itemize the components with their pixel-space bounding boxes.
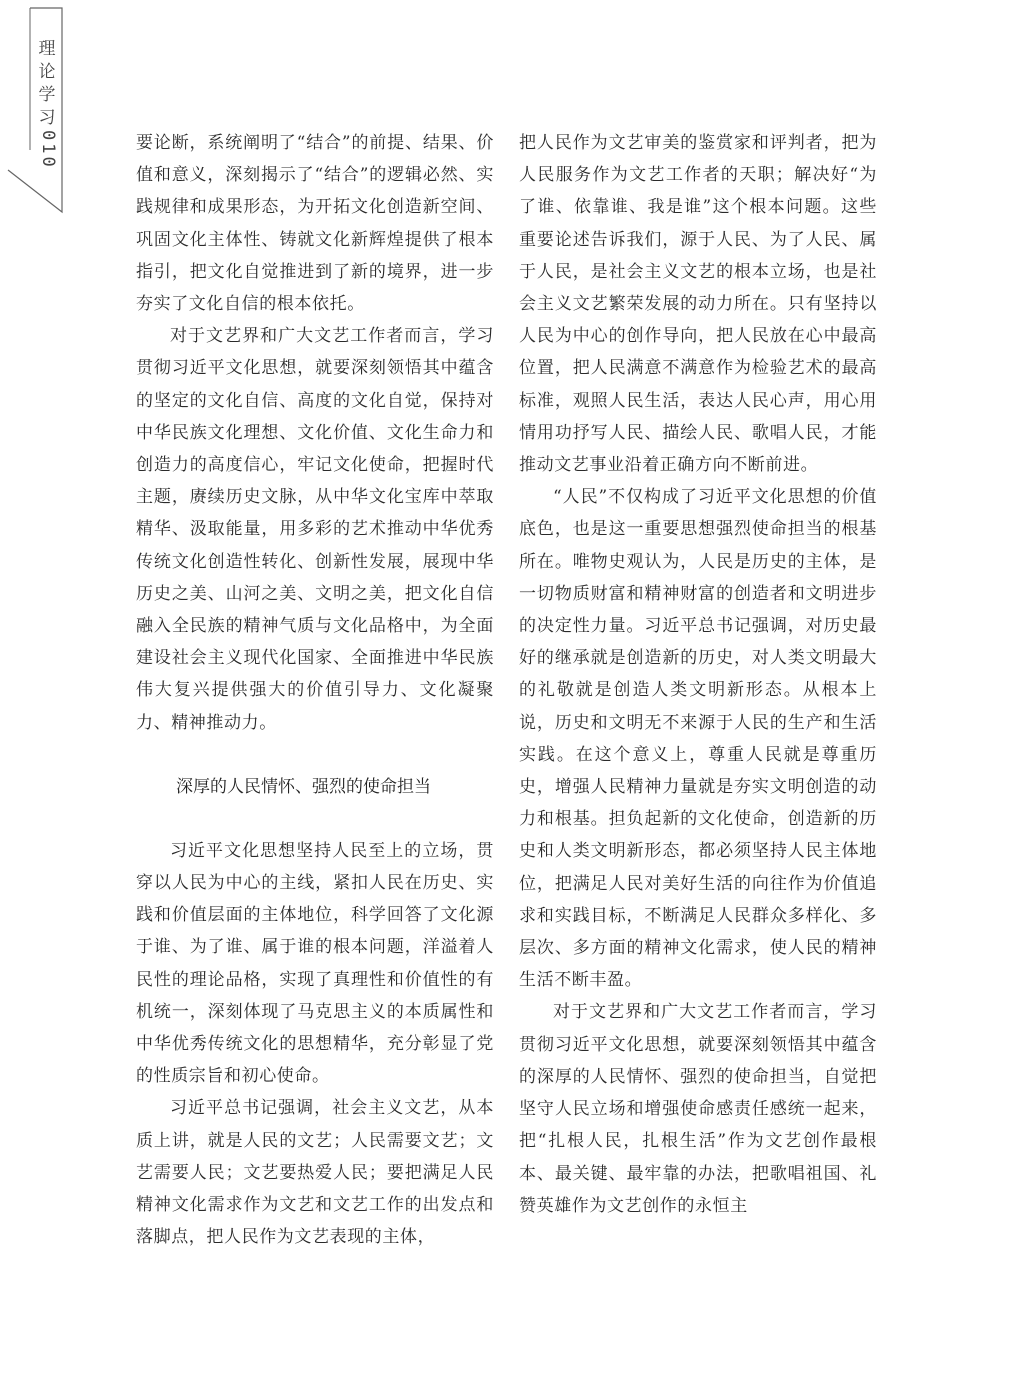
- page-number: 010: [38, 130, 58, 170]
- paragraph: 把人民作为文艺审美的鉴赏家和评判者，把为人民服务作为文艺工作者的天职；解决好“为了谁、依靠谁、我是谁”这个根本问题。这些重要论述告诉我们，源于人民、为了人民、属于人民，是社会主义文艺的根本立场，也是社会主义文艺繁荣发展的动力所在。只有坚持以人民为中心的创作导向，把人民放在心中最高位置，把人民满意不满意作为检验艺术的最高标准，观照人民生活，表达人民心声，用心用情用功抒写人民、描绘人民、歌唱人民，才能推动文艺事业沿着正确方向不断前进。: [519, 133, 877, 476]
- left-column: [136, 127, 494, 1254]
- section-label: 理论学习: [38, 39, 56, 128]
- paragraph: 习近平总书记强调，社会主义文艺，从本质上讲，就是人民的文艺；人民需要文艺；文艺需要人民；文艺要热爱人民；要把满足人民精神文化需求作为文艺和文艺工作的出发点和落脚点，把人民作为文艺表现的主体，: [136, 1098, 494, 1248]
- paragraph: 要论断，系统阐明了“结合”的前提、结果、价值和意义，深刻揭示了“结合”的逻辑必然、实践规律和成果形态，为开拓文化创造新空间、巩固文化主体性、铸就文化新辉煌提供了根本指引，把文化自觉推进到了新的境界，进一步夯实了文化自信的根本依托。: [136, 133, 494, 315]
- section-heading: 深厚的人民情怀、强烈的使命担当: [176, 776, 431, 797]
- section-tab: [0, 0, 64, 214]
- paragraph: 对于文艺界和广大文艺工作者而言，学习贯彻习近平文化思想，就要深刻领悟其中蕴含的坚定的文化自信、高度的文化自觉，保持对中华民族文化理想、文化价值、文化生命力和创造力的高度信心，牢记文化使命，把握时代主题，赓续历史文脉，从中华文化宝库中萃取精华、汲取能量，用多彩的艺术推动中华优秀传统文化创造性转化、创新性发展，展现中华历史之美、山河之美、文明之美，把文化自信融入全民族的精神气质与文化品格中，为全面建设社会主义现代化国家、全面推进中华民族伟大复兴提供强大的价值引导力、文化凝聚力、精神推动力。: [136, 326, 494, 733]
- paragraph: “人民”不仅构成了习近平文化思想的价值底色，也是这一重要思想强烈使命担当的根基所在。唯物史观认为，人民是历史的主体，是一切物质财富和精神财富的创造者和文明进步的决定性力量。习近平总书记强调，对历史最好的继承就是创造新的历史，对人类文明最大的礼敬就是创造人类文明新形态。从根本上说，历史和文明无不来源于人民的生产和生活实践。在这个意义上，尊重人民就是尊重历史，增强人民精神力量就是夯实文明创造的动力和根基。担负起新的文化使命，创造新的历史和人类文明新形态，都必须坚持人民主体地位，把满足人民对美好生活的向往作为价值追求和实践目标，不断满足人民群众多样化、多层次、多方面的精神文化需求，使人民的精神生活不断丰盈。: [519, 487, 877, 991]
- paragraph: 对于文艺界和广大文艺工作者而言，学习贯彻习近平文化思想，就要深刻领悟其中蕴含的深厚的人民情怀、强烈的使命担当，自觉把坚守人民立场和增强使命感责任感统一起来，把“扎根人民，扎根生活”作为文艺创作最根本、最关键、最牢靠的办法，把歌唱祖国、礼赞英雄作为文艺创作的永恒主: [519, 1002, 877, 1216]
- right-column: [519, 127, 877, 1222]
- paragraph: 习近平文化思想坚持人民至上的立场，贯穿以人民为中心的主线，紧扣人民在历史、实践和价值层面的主体地位，科学回答了文化源于谁、为了谁、属于谁的根本问题，洋溢着人民性的理论品格，实现了真理性和价值性的有机统一，深刻体现了马克思主义的本质属性和中华优秀传统文化的思想精华，充分彰显了党的性质宗旨和初心使命。: [136, 840, 494, 1087]
